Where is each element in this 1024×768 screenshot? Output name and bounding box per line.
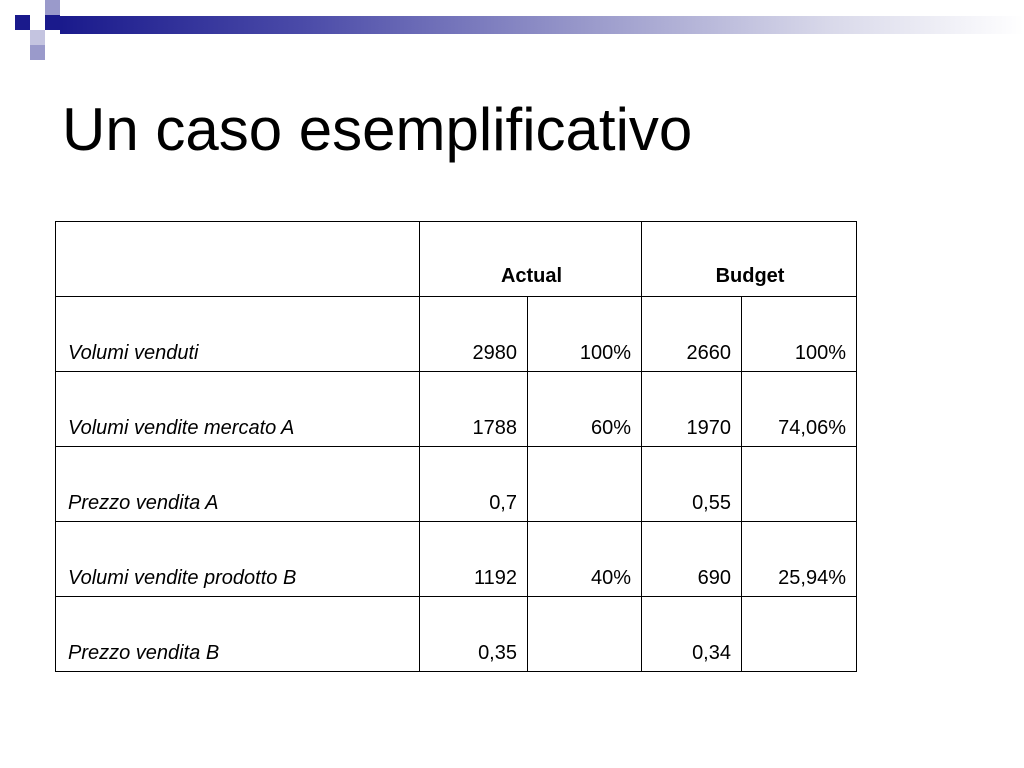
budget-value-cell: 2660 xyxy=(642,297,742,372)
table-header-empty xyxy=(56,222,420,297)
actual-percent-cell: 100% xyxy=(528,297,642,372)
actual-percent-cell: 60% xyxy=(528,372,642,447)
row-label: Prezzo vendita B xyxy=(56,597,420,672)
budget-value-cell: 0,55 xyxy=(642,447,742,522)
decorative-header-bar xyxy=(0,0,1024,62)
actual-percent-cell xyxy=(528,447,642,522)
budget-value-cell: 0,34 xyxy=(642,597,742,672)
actual-value-cell: 0,35 xyxy=(420,597,528,672)
table-header-row xyxy=(56,222,857,297)
data-table xyxy=(55,221,857,672)
row-label: Volumi venduti xyxy=(56,297,420,372)
table-row xyxy=(56,447,857,522)
actual-value-cell: 0,7 xyxy=(420,447,528,522)
table-row xyxy=(56,597,857,672)
header-square-icon xyxy=(15,15,30,30)
budget-percent-cell: 74,06% xyxy=(742,372,857,447)
table-header-actual: Actual xyxy=(420,222,642,297)
table-row xyxy=(56,372,857,447)
table-row xyxy=(56,297,857,372)
header-square-icon xyxy=(30,0,45,15)
table-header-budget: Budget xyxy=(642,222,857,297)
budget-percent-cell: 25,94% xyxy=(742,522,857,597)
budget-percent-cell xyxy=(742,597,857,672)
budget-percent-cell xyxy=(742,447,857,522)
budget-value-cell: 690 xyxy=(642,522,742,597)
actual-value-cell: 1192 xyxy=(420,522,528,597)
row-label: Volumi vendite prodotto B xyxy=(56,522,420,597)
slide-title: Un caso esemplificativo xyxy=(62,96,693,163)
actual-value-cell: 1788 xyxy=(420,372,528,447)
header-square-icon xyxy=(45,0,60,15)
header-square-icon xyxy=(30,45,45,60)
header-square-icon xyxy=(45,15,60,30)
row-label: Prezzo vendita A xyxy=(56,447,420,522)
actual-percent-cell xyxy=(528,597,642,672)
row-label: Volumi vendite mercato A xyxy=(56,372,420,447)
header-gradient-stripe xyxy=(60,16,1024,34)
table-row xyxy=(56,522,857,597)
actual-value-cell: 2980 xyxy=(420,297,528,372)
actual-percent-cell: 40% xyxy=(528,522,642,597)
budget-percent-cell: 100% xyxy=(742,297,857,372)
header-square-icon xyxy=(30,30,45,45)
budget-value-cell: 1970 xyxy=(642,372,742,447)
